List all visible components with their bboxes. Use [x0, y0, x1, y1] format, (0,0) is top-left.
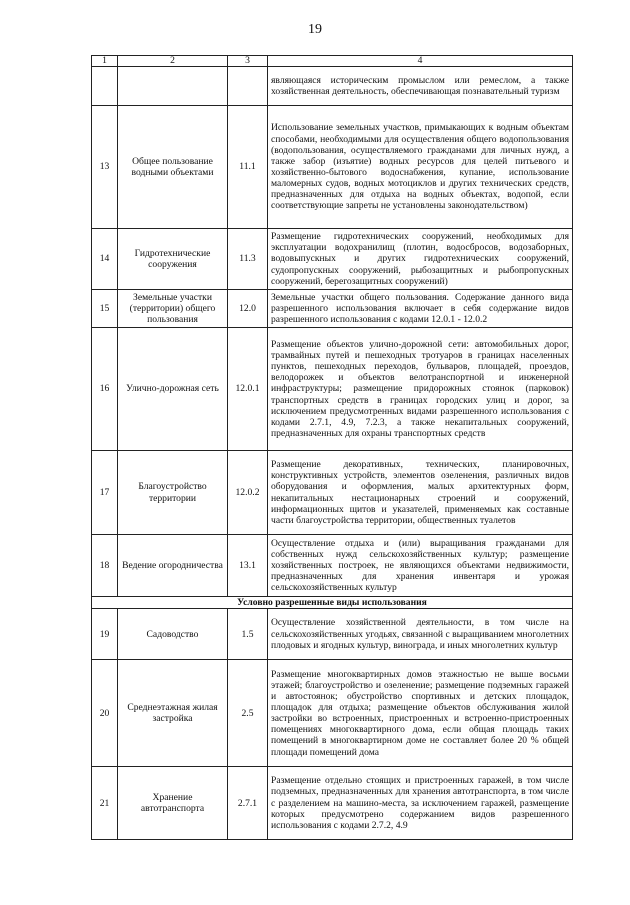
use-type-description: Размещение объектов улично-дорожной сети: автомобильных дорог, трамвайных путей и пешеходных тротуаров в границах населенных пунктов, пешеходных переходов, бульваров, площадей, проездов, велодорожек и объектов велотранспортной и инженерной инфраструктуры; размещение придорожных стоянок (парковок) транспортных средств в границах городских улиц и дорог, за исключением предусмотренных видами разрешенного использования с кодами 2.7.1, 4.9, 7.2.3, а также некапитальных сооружений, предназначенных для охраны транспортных средств — [268, 328, 573, 451]
use-type-name: Земельные участки (территории) общего пользования — [118, 290, 228, 328]
row-number: 16 — [92, 328, 118, 451]
use-type-description: Земельные участки общего пользования. Содержание данного вида разрешенного использования включает в себя содержание видов разрешенного использования с кодами 12.0.1 - 12.0.2 — [268, 290, 573, 328]
use-type-description: Размещение отдельно стоящих и пристроенных гаражей, в том числе подземных, предназначенных для хранения автотранспорта, в том числе с разделением на машино-места, за исключением гаражей, размещение которых предусмотрено содержанием видов разрешенного использования с кодами 2.7.2, 4.9 — [268, 767, 573, 840]
use-type-name — [118, 67, 228, 106]
table-row — [92, 609, 573, 660]
use-type-description: Размещение гидротехнических сооружений, необходимых для эксплуатации водохранилищ (плотин, водосбросов, водозаборных, водовыпускных и других гидротехнических сооружений, судопропускных сооружений, рыбозащитных и рыбопропускных сооружений, берегозащитных сооружений) — [268, 229, 573, 290]
use-type-name: Улично-дорожная сеть — [118, 328, 228, 451]
header-cell: 3 — [228, 56, 268, 67]
use-type-description: Размещение декоративных, технических, планировочных, конструктивных устройств, элементов озеленения, различных видов оборудования и оформления, малых архитектурных форм, некапитальных нестационарных строений и сооружений, информационных щитов и указателей, применяемых как составные части благоустройства территории, общественных туалетов — [268, 451, 573, 535]
header-cell: 4 — [268, 56, 573, 67]
use-type-name: Садоводство — [118, 609, 228, 660]
use-type-name: Благоустройство территории — [118, 451, 228, 535]
row-number: 18 — [92, 535, 118, 597]
use-type-code: 11.3 — [228, 229, 268, 290]
table-row — [92, 660, 573, 767]
row-number: 19 — [92, 609, 118, 660]
use-type-name: Среднеэтажная жилая застройка — [118, 660, 228, 767]
header-cell: 2 — [118, 56, 228, 67]
use-type-description: Осуществление отдыха и (или) выращивания гражданами для собственных нужд сельскохозяйственных культур; размещение хозяйственных построек, не являющихся объектами недвижимости, предназначенных для хранения инвентаря и урожая сельскохозяйственных культур — [268, 535, 573, 597]
use-type-description: Использование земельных участков, примыкающих к водным объектам способами, необходимыми для осуществления общего водопользования (водопользования, осуществляемого гражданами для личных нужд, а также забор (изъятие) водных ресурсов для целей питьевого и хозяйственно-бытового водоснабжения, купание, использование маломерных судов, водных мотоциклов и других технических средств, предназначенных для отдыха на водных объектах, водопой, если соответствующие запреты не установлены законодательством) — [268, 106, 573, 229]
use-type-code: 2.5 — [228, 660, 268, 767]
use-type-code: 13.1 — [228, 535, 268, 597]
table-row — [92, 767, 573, 840]
use-type-name: Ведение огородничества — [118, 535, 228, 597]
use-type-code: 12.0 — [228, 290, 268, 328]
use-type-code — [228, 67, 268, 106]
row-number: 14 — [92, 229, 118, 290]
table-header-row — [92, 56, 573, 67]
row-number: 15 — [92, 290, 118, 328]
table-row — [92, 290, 573, 328]
use-type-name: Хранение автотранспорта — [118, 767, 228, 840]
row-number: 21 — [92, 767, 118, 840]
use-type-description: Размещение многоквартирных домов этажностью не выше восьми этажей; благоустройство и озеленение; размещение подземных гаражей и автостоянок; обустройство спортивных и детских площадок, площадок для отдыха; размещение объектов обслуживания жилой застройки во встроенных, пристроенных и встроенно-пристроенных помещениях многоквартирного дома, если общая площадь таких помещений в многоквартирном доме не составляет более 20 % общей площади помещений дома — [268, 660, 573, 767]
permitted-use-table — [91, 55, 573, 840]
table-row — [92, 106, 573, 229]
use-type-name: Общее пользование водными объектами — [118, 106, 228, 229]
table-row — [92, 67, 573, 106]
row-number: 13 — [92, 106, 118, 229]
table-row — [92, 535, 573, 597]
row-number: 20 — [92, 660, 118, 767]
use-type-code: 11.1 — [228, 106, 268, 229]
page-number: 19 — [308, 22, 322, 37]
row-number: 17 — [92, 451, 118, 535]
table-row — [92, 451, 573, 535]
table-row — [92, 229, 573, 290]
use-type-code: 12.0.1 — [228, 328, 268, 451]
use-type-code: 2.7.1 — [228, 767, 268, 840]
use-type-code: 12.0.2 — [228, 451, 268, 535]
use-type-name: Гидротехнические сооружения — [118, 229, 228, 290]
use-type-description: Осуществление хозяйственной деятельности, в том числе на сельскохозяйственных угодьях, связанной с выращиванием многолетних плодовых и ягодных культур, винограда, и иных многолетних культур — [268, 609, 573, 660]
use-type-description: являющаяся историческим промыслом или ремеслом, а также хозяйственная деятельность, обеспечивающая познавательный туризм — [268, 67, 573, 106]
header-cell: 1 — [92, 56, 118, 67]
section-title: Условно разрешенные виды использования — [92, 597, 573, 609]
row-number — [92, 67, 118, 106]
table-row — [92, 328, 573, 451]
section-row — [92, 597, 573, 609]
use-type-code: 1.5 — [228, 609, 268, 660]
